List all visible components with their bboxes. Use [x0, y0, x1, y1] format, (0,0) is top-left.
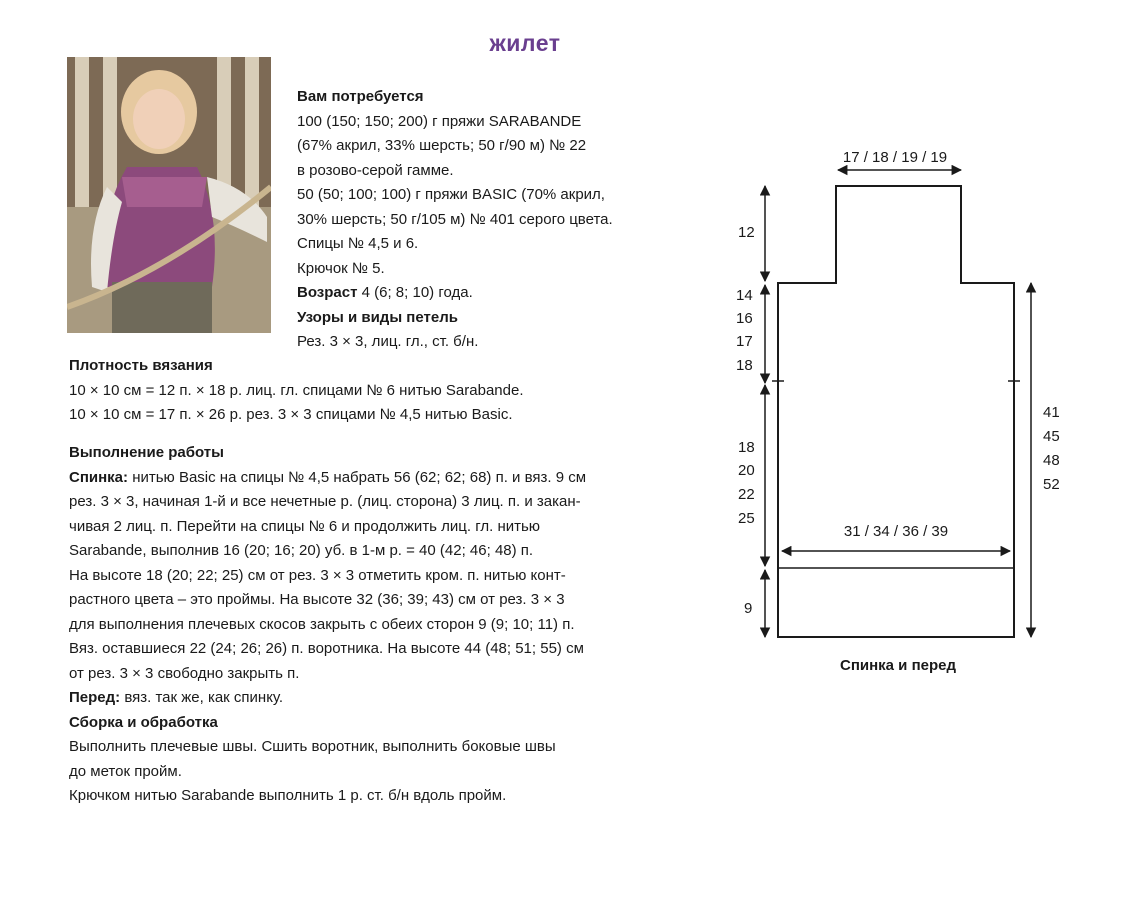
body-width-label: 31 / 34 / 36 / 39	[843, 523, 949, 540]
requirements-line: (67% акрил, 33% шерсть; 50 г/90 м) № 22	[297, 137, 587, 154]
work-heading: Выполнение работы	[69, 444, 224, 461]
back-line: от рез. 3 × 3 свободно закрыть п.	[69, 664, 300, 682]
armhole-height-label: 17	[736, 333, 753, 350]
requirements-line: в розово-серой гамме.	[297, 161, 454, 179]
requirements-line: Спицы № 4,5 и 6.	[297, 235, 419, 252]
vest-outline	[778, 186, 1014, 637]
photo-child-in-vest	[67, 57, 271, 333]
back-line: рез. 3 × 3, начиная 1-й и все нечетные р. (лиц. сторона) 3 лиц. п. и закан-	[69, 493, 581, 510]
armhole-height-label: 14	[736, 287, 753, 304]
pattern-diagram	[720, 140, 1080, 680]
assembly-line: Крючком нитью Sarabande выполнить 1 р. ст. б/н вдоль пройм.	[69, 787, 507, 804]
density-heading: Плотность вязания	[69, 357, 213, 374]
instructions-block	[69, 441, 586, 809]
back-line: Вяз. оставшиеся 22 (24; 26; 26) п. воротника. На высоте 44 (48; 51; 55) см	[69, 640, 584, 657]
front-label: Перед:	[69, 689, 121, 706]
armhole-height-label: 18	[736, 357, 753, 374]
back-line: для выполнения плечевых скосов закрыть с обеих сторон 9 (9; 10; 11) п.	[69, 615, 575, 633]
rib-height-label: 9	[744, 600, 753, 617]
density-block	[69, 354, 523, 428]
requirements-line: 30% шерсть; 50 г/105 м) № 401 серого цвета.	[297, 210, 613, 228]
back-line	[69, 466, 586, 491]
requirements-block	[297, 85, 613, 355]
front-text: вяз. так же, как спинку.	[120, 689, 284, 706]
body-height-label: 25	[738, 510, 755, 527]
assembly-line: до меток пройм.	[69, 762, 182, 780]
total-height-label: 45	[1043, 428, 1060, 445]
requirements-line: Крючок № 5.	[297, 259, 385, 277]
body-height-label: 22	[738, 486, 755, 503]
age-value: 4 (6; 8; 10) года.	[357, 284, 473, 301]
density-line: 10 × 10 см = 17 п. × 26 р. рез. 3 × 3 спицами № 4,5 нитью Basic.	[69, 406, 513, 423]
total-height-label: 48	[1043, 452, 1060, 469]
back-label: Спинка:	[69, 468, 129, 486]
body-height-label: 18	[738, 439, 755, 456]
requirements-line: 50 (50; 100; 100) г пряжи BASIC (70% акрил,	[297, 186, 605, 203]
assembly-line: Выполнить плечевые швы. Сшить воротник, выполнить боковые швы	[69, 738, 556, 755]
total-height-label: 41	[1043, 404, 1060, 421]
density-line: 10 × 10 см = 12 п. × 18 р. лиц. гл. спицами № 6 нитью Sarabande.	[69, 381, 524, 399]
collar-height-label: 12	[738, 224, 755, 241]
age-label: Возраст	[297, 284, 358, 301]
back-line: На высоте 18 (20; 22; 25) см от рез. 3 × 3 отметить кром. п. нитью конт-	[69, 566, 566, 584]
front-line	[69, 686, 586, 711]
neck-width-label: 17 / 18 / 19 / 19	[842, 149, 948, 166]
back-line: Sarabande, выполнив 16 (20; 16; 20) уб. в 1-м р. = 40 (42; 46; 48) п.	[69, 542, 534, 559]
diagram-caption: Спинка и перед	[839, 657, 957, 674]
requirements-line: 100 (150; 150; 200) г пряжи SARABANDE	[297, 112, 582, 130]
back-line: чивая 2 лиц. п. Перейти на спицы № 6 и продолжить лиц. гл. нитью	[69, 517, 541, 535]
armhole-height-label: 16	[736, 310, 753, 327]
total-height-label: 52	[1043, 476, 1060, 493]
page-title: жилет	[489, 30, 561, 56]
body-height-label: 20	[738, 462, 755, 479]
patterns-value: Рез. 3 × 3, лиц. гл., ст. б/н.	[297, 333, 479, 350]
assembly-heading: Сборка и обработка	[69, 713, 218, 731]
requirements-heading: Вам потребуется	[297, 88, 424, 105]
patterns-heading: Узоры и виды петель	[297, 308, 458, 326]
back-line: растного цвета – это проймы. На высоте 32 (36; 39; 43) см от рез. 3 × 3	[69, 591, 565, 608]
back-text: нитью Basic на спицы № 4,5 набрать 56 (62; 62; 68) п. и вяз. 9 см	[128, 468, 587, 486]
age-line	[297, 281, 613, 306]
